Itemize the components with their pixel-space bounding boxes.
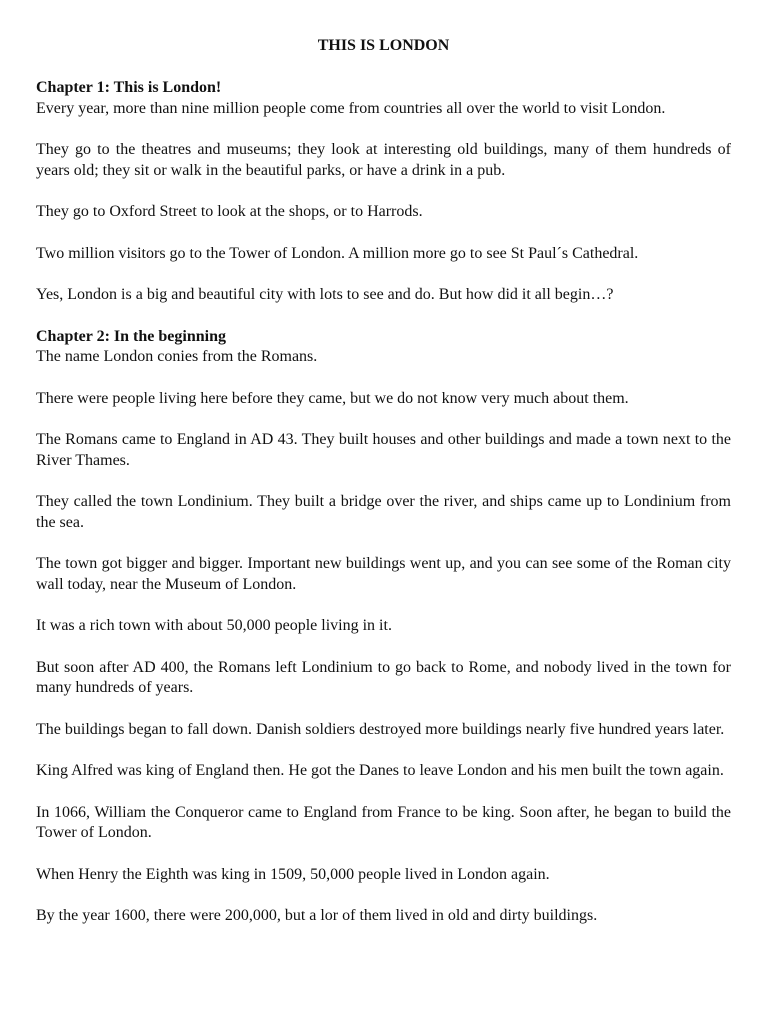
paragraph: They called the town Londinium. They built a bridge over the river, and ships came up to Londinium from the sea. bbox=[36, 493, 731, 531]
chapter-1 bbox=[36, 78, 731, 306]
paragraph: There were people living here before they came, but we do not know very much about them. bbox=[36, 389, 629, 407]
paragraph: Yes, London is a big and beautiful city with lots to see and do. But how did it all begin…? bbox=[36, 286, 614, 303]
paragraph: It was a rich town with about 50,000 people living in it. bbox=[36, 617, 392, 634]
chapter-heading: Chapter 2: In the beginning bbox=[36, 327, 226, 345]
paragraph: By the year 1600, there were 200,000, but a lor of them lived in old and dirty buildings. bbox=[36, 907, 598, 924]
paragraph: In 1066, William the Conqueror came to England from France to be king. Soon after, he began to build the Tower of London. bbox=[36, 803, 731, 841]
paragraph: The buildings began to fall down. Danish soldiers destroyed more buildings nearly five hundred years later. bbox=[36, 720, 725, 738]
paragraph: Two million visitors go to the Tower of London. A million more go to see St Paul´s Cathedral. bbox=[36, 244, 639, 262]
paragraph: When Henry the Eighth was king in 1509, 50,000 people lived in London again. bbox=[36, 865, 550, 883]
chapter-heading: Chapter 1: This is London! bbox=[36, 79, 222, 96]
chapter-2 bbox=[36, 327, 731, 927]
paragraph: The town got bigger and bigger. Important new buildings went up, and you can see some of the Roman city wall today, near the Museum of London. bbox=[36, 555, 731, 593]
paragraph: They go to Oxford Street to look at the shops, or to Harrods. bbox=[36, 203, 423, 220]
paragraph: The name London conies from the Romans. bbox=[36, 348, 318, 365]
paragraph: Every year, more than nine million people come from countries all over the world to visit London. bbox=[36, 99, 666, 117]
paragraph: They go to the theatres and museums; they look at interesting old buildings, many of them hundreds of years old; they sit or walk in the beautiful parks, or have a drink in a pub. bbox=[36, 141, 731, 179]
paragraph: But soon after AD 400, the Romans left Londinium to go back to Rome, and nobody lived in the town for many hundreds of years. bbox=[36, 658, 731, 696]
paragraph: King Alfred was king of England then. He got the Danes to leave London and his men built the town again. bbox=[36, 762, 724, 779]
paragraph: The Romans came to England in AD 43. They built houses and other buildings and made a town next to the River Thames. bbox=[36, 431, 731, 469]
document-title: THIS IS LONDON bbox=[317, 37, 450, 54]
